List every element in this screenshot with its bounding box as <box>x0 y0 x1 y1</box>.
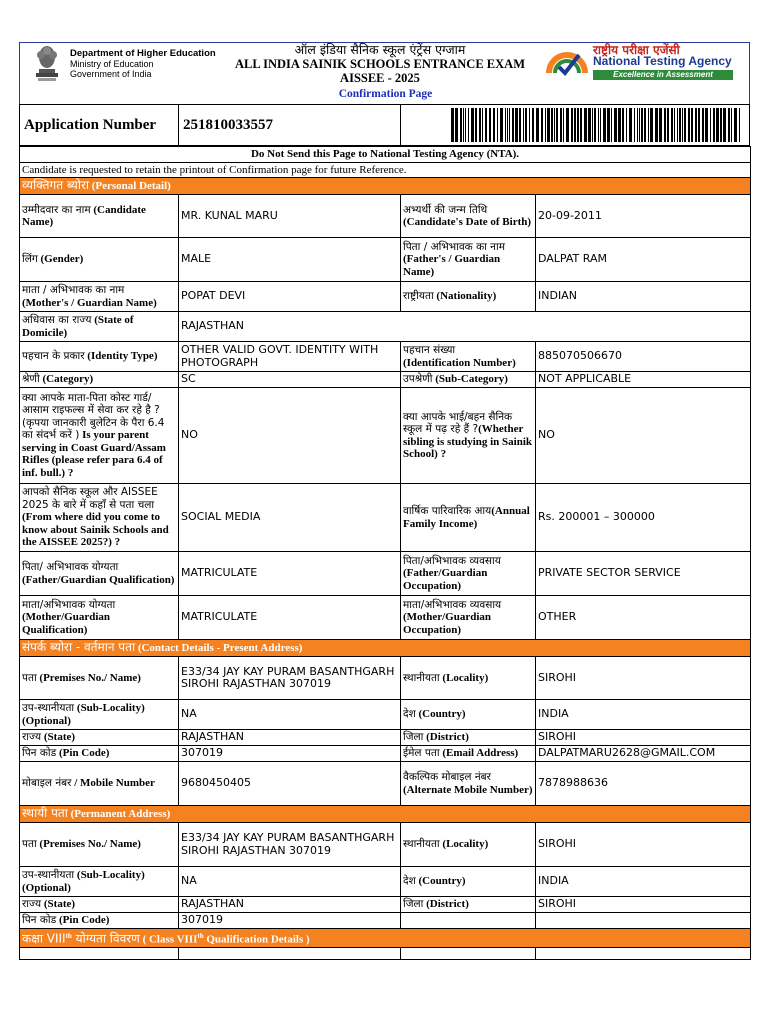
label-hi: क्या आपके माता-पिता कोस्ट गार्ड/आसाम राइफल्स में सेवा कर रहे है ?(कृपया जानकारी बुलेटिन के पैरा 6.4 का संदर्भ करें ) <box>22 391 165 442</box>
mother-name-value: POPAT DEVI <box>179 282 401 312</box>
label-en: (District) <box>426 898 469 911</box>
label-en: (Sub-Category) <box>435 373 508 386</box>
nta-logo-icon <box>545 43 589 83</box>
table-row <box>20 867 751 897</box>
label-hi: राज्य <box>22 898 42 911</box>
label-en: (Country) <box>418 708 466 721</box>
label-hi: जिला <box>403 731 424 744</box>
present-sublocality-value: NA <box>179 700 401 730</box>
section-class8-en: ( Class VIII <box>142 933 198 946</box>
details-table <box>19 146 751 960</box>
exam-subtitle: AISSEE - 2025 <box>340 71 420 85</box>
label-hi: श्रेणी <box>22 373 40 386</box>
section-permanent <box>20 806 751 823</box>
dob-value: 20-09-2011 <box>536 195 751 238</box>
present-country-value: INDIA <box>536 700 751 730</box>
section-personal <box>20 178 751 195</box>
exam-title-block <box>215 43 545 85</box>
section-contact-hi: संपर्क ब्योरा - वर्तमान पता <box>22 640 136 655</box>
nta-tagline: Excellence in Assessment <box>593 70 733 80</box>
label-en: (Country) <box>418 875 466 888</box>
label-en: (From where did you come to know about Sainik Schools and the AISSEE 2025?) ? <box>22 511 169 549</box>
ministry-logo-block <box>30 43 230 85</box>
application-number-row <box>19 104 750 146</box>
ministry-text <box>70 48 216 79</box>
section-permanent-en: (Permanent Address) <box>70 808 171 821</box>
section-personal-hi: व्यक्तिगत ब्योरा <box>22 178 89 193</box>
label-en: (District) <box>426 731 469 744</box>
candidate-name-value: MR. KUNAL MARU <box>179 195 401 238</box>
empty-cell <box>401 913 536 929</box>
page-title: Confirmation Page <box>338 88 433 100</box>
label-hi: मोबाइल नंबर <box>22 777 72 790</box>
father-occupation-value: PRIVATE SECTOR SERVICE <box>536 552 751 596</box>
present-premises-value: E33/34 JAY KAY PURAM BASANTHGARH SIROHI RAJASTHAN 307019 <box>179 657 401 700</box>
label-hi: उम्मीदवार का नाम <box>22 203 91 216</box>
section-class8-hi: कक्षा VIII <box>22 931 66 946</box>
mother-qualification-value: MATRICULATE <box>179 596 401 640</box>
permanent-premises-value: E33/34 JAY KAY PURAM BASANTHGARH SIROHI RAJASTHAN 307019 <box>179 823 401 867</box>
label-hi: पिता/ अभिभावक योग्यता <box>22 561 119 573</box>
table-row <box>20 312 751 342</box>
label-en: (Mother/Guardian Qualification) <box>22 611 110 636</box>
label-hi: जिला <box>403 898 424 911</box>
label-hi: माता/अभिभावक योग्यता <box>22 598 116 611</box>
present-district-value: SIROHI <box>536 730 751 746</box>
label-en: (Locality) <box>442 838 489 851</box>
table-row <box>20 762 751 806</box>
table-row <box>20 897 751 913</box>
permanent-locality-value: SIROHI <box>536 823 751 867</box>
table-row <box>20 730 751 746</box>
present-alt-mobile-value: 7878988636 <box>536 762 751 806</box>
label-hi: पहचान संख्या <box>403 344 456 356</box>
government-name: Government of India <box>70 69 152 79</box>
exam-title-english: ALL INDIA SAINIK SCHOOLS ENTRANCE EXAM <box>235 57 525 71</box>
label-hi: ईमेल पता <box>403 747 440 760</box>
label-hi: वैकल्पिक मोबाइल नंबर <box>403 771 491 783</box>
section-class8-en-rest: Qualification Details ) <box>203 933 310 946</box>
label-hi: पिता/अभिभावक व्यवसाय <box>403 554 501 567</box>
nta-name-hindi: राष्ट्रीय परीक्षा एजेंसी <box>593 43 680 57</box>
permanent-pin-value: 307019 <box>179 913 401 929</box>
table-row <box>20 596 751 640</box>
table-row <box>20 552 751 596</box>
nta-name-english: National Testing Agency <box>593 54 732 68</box>
label-hi: उप-स्थानीयता <box>22 702 75 714</box>
label-hi: माता/अभिभावक व्यवसाय <box>403 598 502 611</box>
label-hi: आपको सैनिक स्कूल और AISSEE 2025 के बारे में कहाँ से पता चला <box>22 486 158 511</box>
present-pin-value: 307019 <box>179 746 401 762</box>
label-hi: उप-स्थानीयता <box>22 869 75 881</box>
table-row <box>20 823 751 867</box>
table-row <box>20 657 751 700</box>
label-hi: क्या आपके भाई/बहन सैनिक स्कूल में पढ़ रहे हैं ? <box>403 410 513 435</box>
barcode-cell <box>401 105 749 145</box>
label-hi: स्थानीयता <box>403 671 440 684</box>
label-en: (Mother's / Guardian Name) <box>22 296 157 309</box>
empty-cell <box>20 948 179 960</box>
gender-value: MALE <box>179 238 401 282</box>
section-class8 <box>20 929 751 948</box>
table-row <box>20 195 751 238</box>
ministry-name: Ministry of Education <box>70 59 154 69</box>
income-value: Rs. 200001 – 300000 <box>536 484 751 552</box>
table-row <box>20 913 751 929</box>
label-hi: पता <box>22 838 37 851</box>
label-en: (Candidate Name) <box>22 203 146 228</box>
identity-number-value: 885070506670 <box>536 342 751 372</box>
table-row <box>20 372 751 388</box>
nta-logo-block <box>545 41 741 85</box>
table-row <box>20 700 751 730</box>
permanent-sublocality-value: NA <box>179 867 401 897</box>
label-hi: स्थानीयता <box>403 838 440 851</box>
label-hi: लिंग <box>22 253 38 266</box>
section-class8-hi-sup: th <box>65 932 72 940</box>
label-en: (Annual Family Income) <box>403 505 530 530</box>
label-hi: राष्ट्रीयता <box>403 290 434 303</box>
application-number-label: Application Number <box>20 105 179 145</box>
do-not-send-notice: Do Not Send this Page to National Testing Agency (NTA). <box>20 147 751 163</box>
father-name-value: DALPAT RAM <box>536 238 751 282</box>
category-value: SC <box>179 372 401 388</box>
label-en: (Candidate's Date of Birth) <box>403 216 532 228</box>
label-en: (Premises No./ Name) <box>39 671 141 684</box>
label-en: / Mobile Number <box>74 777 155 790</box>
label-en: (Father/Guardian Occupation) <box>403 567 488 592</box>
mother-occupation-value: OTHER <box>536 596 751 640</box>
label-en: Is your parent serving in Coast Guard/Assam Rifles (please refer para 6.4 of inf. bull.) ? <box>22 429 166 479</box>
national-emblem-icon <box>30 43 64 83</box>
table-row <box>20 484 751 552</box>
section-contact-en: (Contact Details - Present Address) <box>137 642 303 655</box>
label-en: (Father's / Guardian Name) <box>403 253 501 278</box>
table-row <box>20 342 751 372</box>
label-en: (Pin Code) <box>59 747 110 760</box>
retain-notice: Candidate is requested to retain the printout of Confirmation page for future Reference. <box>20 162 751 178</box>
sibling-value: NO <box>536 388 751 484</box>
section-class8-hi-rest: योग्यता विवरण <box>71 931 140 946</box>
table-row <box>20 746 751 762</box>
label-en: (Father/Guardian Qualification) <box>22 573 175 586</box>
label-hi: अधिवास का राज्य <box>22 314 92 326</box>
nationality-value: INDIAN <box>536 282 751 312</box>
permanent-district-value: SIROHI <box>536 897 751 913</box>
empty-cell <box>536 913 751 929</box>
section-contact <box>20 640 751 657</box>
label-hi: पिन कोड <box>22 914 57 927</box>
label-hi: पिन कोड <box>22 747 57 760</box>
label-en: (Sub-Locality)(Optional) <box>22 869 145 894</box>
label-hi: वार्षिक पारिवारिक आय <box>403 505 492 517</box>
section-class8-en-sup: th <box>197 932 204 940</box>
label-en: (Alternate Mobile Number) <box>403 783 533 796</box>
sub-category-value: NOT APPLICABLE <box>536 372 751 388</box>
dept-name: Department of Higher Education <box>70 48 216 59</box>
table-row <box>20 282 751 312</box>
label-en: (Mother/Guardian Occupation) <box>403 611 491 636</box>
domicile-value: RAJASTHAN <box>179 312 751 342</box>
label-en: (Sub-Locality)(Optional) <box>22 702 145 727</box>
label-hi: अभ्यर्थी की जन्म तिथि <box>403 203 488 216</box>
coast-guard-value: NO <box>179 388 401 484</box>
label-en: (State of Domicile) <box>22 314 134 339</box>
present-locality-value: SIROHI <box>536 657 751 700</box>
application-number-value: 251810033557 <box>179 105 401 145</box>
label-en: (Identification Number) <box>403 356 516 369</box>
source-value: SOCIAL MEDIA <box>179 484 401 552</box>
empty-cell <box>536 948 751 960</box>
label-en: (Locality) <box>442 671 489 684</box>
exam-title-hindi: ऑल इंडिया सैनिक स्कूल एंट्रेंस एग्जाम <box>294 42 466 57</box>
page-header <box>19 42 750 104</box>
label-hi: माता / अभिभावक का नाम <box>22 284 125 296</box>
table-row <box>20 388 751 484</box>
identity-type-value: OTHER VALID GOVT. IDENTITY WITH PHOTOGRAPH <box>179 342 401 372</box>
label-en: (Identity Type) <box>87 350 158 363</box>
label-hi: देश <box>403 875 416 888</box>
label-hi: देश <box>403 708 416 721</box>
label-en: (Category) <box>42 373 94 386</box>
label-en: (Whether sibling is studying in Sainik School) ? <box>403 423 533 460</box>
empty-cell <box>179 948 401 960</box>
label-hi: उपश्रेणी <box>403 373 433 386</box>
label-en: (Nationality) <box>436 290 497 303</box>
table-row <box>20 238 751 282</box>
label-hi: राज्य <box>22 731 42 744</box>
table-row <box>20 948 751 960</box>
label-en: (Premises No./ Name) <box>39 838 141 851</box>
label-en: (State) <box>43 898 76 911</box>
label-en: (Email Address) <box>442 747 519 760</box>
permanent-state-value: RAJASTHAN <box>179 897 401 913</box>
present-email-value: DALPATMARU2628@GMAIL.COM <box>536 746 751 762</box>
empty-cell <box>401 948 536 960</box>
label-en: (Gender) <box>40 253 84 266</box>
barcode-icon <box>451 108 741 142</box>
present-mobile-value: 9680450405 <box>179 762 401 806</box>
label-en: (Pin Code) <box>59 914 110 927</box>
father-qualification-value: MATRICULATE <box>179 552 401 596</box>
label-hi: पिता / अभिभावक का नाम <box>403 240 506 253</box>
label-hi: पहचान के प्रकार <box>22 350 85 363</box>
section-personal-en: (Personal Detail) <box>91 180 171 193</box>
label-hi: पता <box>22 671 37 684</box>
label-en: (State) <box>43 731 76 744</box>
section-permanent-hi: स्थायी पता <box>22 806 68 821</box>
permanent-country-value: INDIA <box>536 867 751 897</box>
present-state-value: RAJASTHAN <box>179 730 401 746</box>
